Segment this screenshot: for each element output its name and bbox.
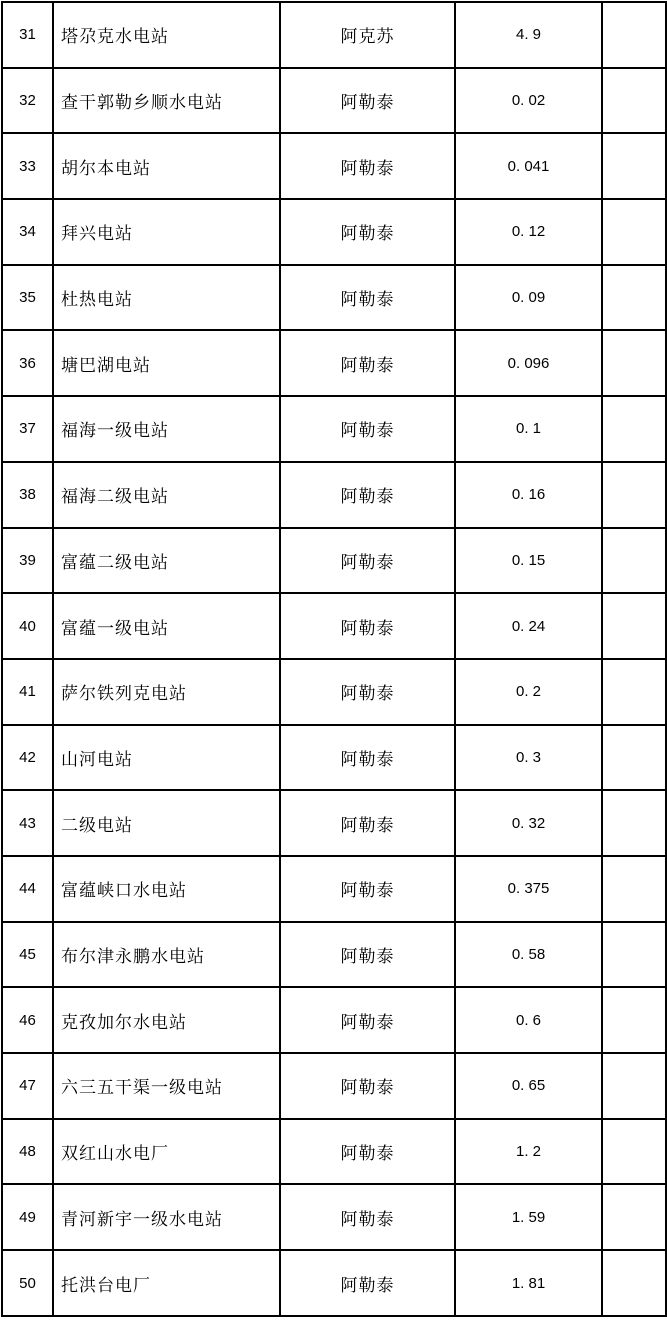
capacity-cell: 0. 15	[455, 528, 602, 594]
region-cell: 阿勒泰	[280, 396, 455, 462]
row-number-cell: 48	[2, 1119, 53, 1185]
table-row	[2, 659, 666, 725]
row-number-cell: 40	[2, 593, 53, 659]
row-number-cell: 49	[2, 1184, 53, 1250]
empty-cell	[602, 1053, 666, 1119]
station-name-cell: 六三五干渠一级电站	[53, 1053, 280, 1119]
row-number-cell: 35	[2, 265, 53, 331]
capacity-cell: 0. 375	[455, 856, 602, 922]
empty-cell	[602, 199, 666, 265]
table-row	[2, 725, 666, 791]
station-name-cell: 山河电站	[53, 725, 280, 791]
region-cell: 阿勒泰	[280, 265, 455, 331]
capacity-cell: 0. 65	[455, 1053, 602, 1119]
region-cell: 阿勒泰	[280, 199, 455, 265]
region-cell: 阿勒泰	[280, 68, 455, 134]
capacity-cell: 0. 12	[455, 199, 602, 265]
station-name-cell: 塘巴湖电站	[53, 330, 280, 396]
table-row	[2, 396, 666, 462]
region-cell: 阿勒泰	[280, 133, 455, 199]
station-table	[1, 1, 667, 1317]
region-cell: 阿勒泰	[280, 725, 455, 791]
region-cell: 阿勒泰	[280, 1119, 455, 1185]
row-number-cell: 45	[2, 922, 53, 988]
station-name-cell: 福海一级电站	[53, 396, 280, 462]
empty-cell	[602, 133, 666, 199]
table-row	[2, 1119, 666, 1185]
table-row	[2, 1053, 666, 1119]
table-row	[2, 68, 666, 134]
region-cell: 阿勒泰	[280, 987, 455, 1053]
row-number-cell: 34	[2, 199, 53, 265]
table-row	[2, 330, 666, 396]
capacity-cell: 0. 24	[455, 593, 602, 659]
row-number-cell: 50	[2, 1250, 53, 1316]
capacity-cell: 0. 16	[455, 462, 602, 528]
table-row	[2, 922, 666, 988]
row-number-cell: 33	[2, 133, 53, 199]
table-row	[2, 265, 666, 331]
empty-cell	[602, 987, 666, 1053]
capacity-cell: 0. 58	[455, 922, 602, 988]
station-name-cell: 拜兴电站	[53, 199, 280, 265]
capacity-cell: 0. 2	[455, 659, 602, 725]
empty-cell	[602, 856, 666, 922]
row-number-cell: 42	[2, 725, 53, 791]
capacity-cell: 1. 59	[455, 1184, 602, 1250]
row-number-cell: 32	[2, 68, 53, 134]
row-number-cell: 39	[2, 528, 53, 594]
empty-cell	[602, 725, 666, 791]
empty-cell	[602, 1184, 666, 1250]
table-row	[2, 1250, 666, 1316]
empty-cell	[602, 396, 666, 462]
region-cell: 阿勒泰	[280, 856, 455, 922]
capacity-cell: 0. 041	[455, 133, 602, 199]
table-row	[2, 133, 666, 199]
empty-cell	[602, 593, 666, 659]
table-row	[2, 462, 666, 528]
row-number-cell: 43	[2, 790, 53, 856]
station-name-cell: 双红山水电厂	[53, 1119, 280, 1185]
station-name-cell: 萨尔铁列克电站	[53, 659, 280, 725]
region-cell: 阿勒泰	[280, 330, 455, 396]
station-name-cell: 富蕴峡口水电站	[53, 856, 280, 922]
empty-cell	[602, 330, 666, 396]
region-cell: 阿勒泰	[280, 1250, 455, 1316]
station-name-cell: 富蕴一级电站	[53, 593, 280, 659]
station-name-cell: 塔尕克水电站	[53, 2, 280, 68]
capacity-cell: 4. 9	[455, 2, 602, 68]
empty-cell	[602, 528, 666, 594]
station-name-cell: 胡尔本电站	[53, 133, 280, 199]
empty-cell	[602, 265, 666, 331]
station-name-cell: 托洪台电厂	[53, 1250, 280, 1316]
row-number-cell: 44	[2, 856, 53, 922]
table-row	[2, 593, 666, 659]
station-name-cell: 二级电站	[53, 790, 280, 856]
empty-cell	[602, 659, 666, 725]
table-row	[2, 790, 666, 856]
station-name-cell: 查干郭勒乡顺水电站	[53, 68, 280, 134]
row-number-cell: 37	[2, 396, 53, 462]
row-number-cell: 36	[2, 330, 53, 396]
empty-cell	[602, 2, 666, 68]
station-name-cell: 青河新宇一级水电站	[53, 1184, 280, 1250]
station-table-body	[2, 2, 666, 1316]
empty-cell	[602, 922, 666, 988]
table-row	[2, 528, 666, 594]
capacity-cell: 0. 6	[455, 987, 602, 1053]
region-cell: 阿勒泰	[280, 462, 455, 528]
capacity-cell: 0. 09	[455, 265, 602, 331]
region-cell: 阿勒泰	[280, 528, 455, 594]
row-number-cell: 31	[2, 2, 53, 68]
station-name-cell: 富蕴二级电站	[53, 528, 280, 594]
region-cell: 阿勒泰	[280, 593, 455, 659]
capacity-cell: 1. 2	[455, 1119, 602, 1185]
region-cell: 阿勒泰	[280, 1053, 455, 1119]
station-name-cell: 布尔津永鹏水电站	[53, 922, 280, 988]
region-cell: 阿勒泰	[280, 790, 455, 856]
capacity-cell: 0. 096	[455, 330, 602, 396]
row-number-cell: 38	[2, 462, 53, 528]
empty-cell	[602, 1250, 666, 1316]
table-row	[2, 199, 666, 265]
empty-cell	[602, 1119, 666, 1185]
table-row	[2, 987, 666, 1053]
capacity-cell: 0. 02	[455, 68, 602, 134]
row-number-cell: 41	[2, 659, 53, 725]
capacity-cell: 1. 81	[455, 1250, 602, 1316]
row-number-cell: 47	[2, 1053, 53, 1119]
region-cell: 阿勒泰	[280, 1184, 455, 1250]
station-name-cell: 杜热电站	[53, 265, 280, 331]
row-number-cell: 46	[2, 987, 53, 1053]
table-row	[2, 856, 666, 922]
station-name-cell: 福海二级电站	[53, 462, 280, 528]
region-cell: 阿勒泰	[280, 659, 455, 725]
region-cell: 阿克苏	[280, 2, 455, 68]
capacity-cell: 0. 3	[455, 725, 602, 791]
region-cell: 阿勒泰	[280, 922, 455, 988]
capacity-cell: 0. 1	[455, 396, 602, 462]
table-row	[2, 2, 666, 68]
empty-cell	[602, 462, 666, 528]
empty-cell	[602, 790, 666, 856]
empty-cell	[602, 68, 666, 134]
capacity-cell: 0. 32	[455, 790, 602, 856]
table-row	[2, 1184, 666, 1250]
station-name-cell: 克孜加尔水电站	[53, 987, 280, 1053]
